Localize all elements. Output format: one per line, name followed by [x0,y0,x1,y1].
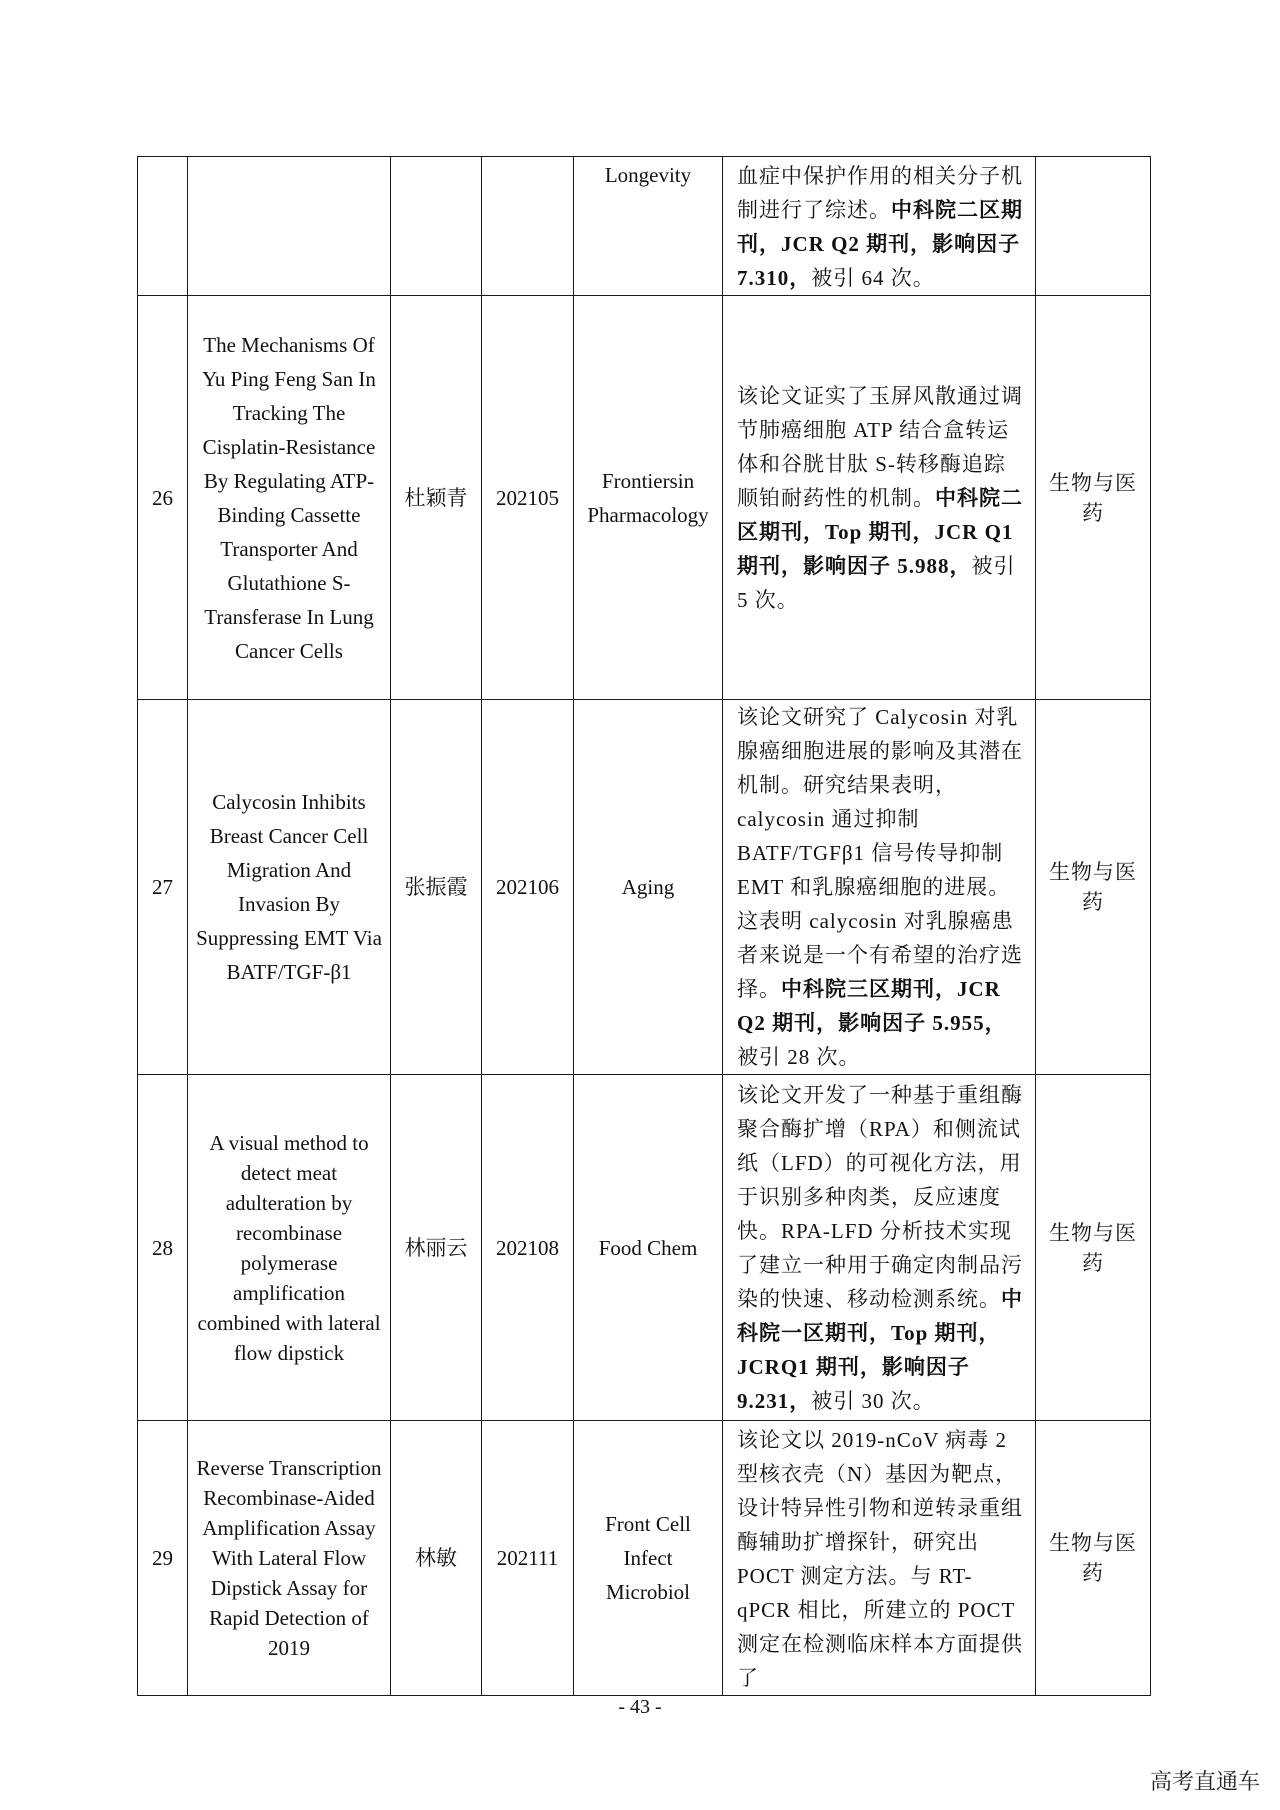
category: 生物与医药 [1036,1421,1151,1696]
paper-title: A visual method to detect meat adulteration by recombinase polymerase amplification combined with lateral flow dipstick [188,1075,391,1421]
category: 生物与医药 [1036,296,1151,700]
publish-date: 202108 [482,1075,574,1421]
category: 生物与医药 [1036,700,1151,1075]
category: 生物与医药 [1036,1075,1151,1421]
description-text: 该论文以 2019-nCoV 病毒 2 型核衣壳（N）基因为靶点，设计特异性引物和逆转录重组酶辅助扩增探针，研究出 POCT 测定方法。与 RT-qPCR 相比，所建立的 POCT 测定在检测临床样本方面提供了 [737,1428,1023,1690]
row-number: 28 [138,1075,188,1421]
publish-date: 202111 [482,1421,574,1696]
description-text: 该论文开发了一种基于重组酶聚合酶扩增（RPA）和侧流试纸（LFD）的可视化方法，用于识别多种肉类，反应速度快。RPA-LFD 分析技术实现了建立一种用于确定肉制品污染的快速、移动检测系统。 [737,1082,1023,1311]
paper-title: Calycosin Inhibits Breast Cancer Cell Migration And Invasion By Suppressing EMT Via BATF/TGF-β1 [188,700,391,1075]
publish-date: 202105 [482,296,574,700]
description-text: 该论文证实了玉屏风散通过调节肺癌细胞 ATP 结合盒转运体和谷胱甘肽 S-转移酶追踪顺铂耐药性的机制。 [737,383,1023,510]
paper-title: Reverse Transcription Recombinase-Aided Amplification Assay With Lateral Flow Dipstick Assay for Rapid Detection of 2019 [188,1421,391,1696]
journal: Food Chem [574,1075,723,1421]
paper-title [188,157,391,296]
publish-date [482,157,574,296]
description-citations: 被引 28 次。 [737,1045,861,1069]
table-row [138,700,1151,1075]
watermark: 高考直通车 [1149,1770,1260,1795]
paper-title: The Mechanisms Of Yu Ping Feng San In Tracking The Cisplatin-Resistance By Regulating ATP-Binding Cassette Transporter And Glutathione S-Transferase In Lung Cancer Cells [188,296,391,700]
author [391,157,482,296]
author: 杜颖青 [391,296,482,700]
description-highlight: 中科院三区期刊，JCR Q2 期刊，影响因子 5.955， [737,977,1007,1035]
description-text: 血症中保护作用的相关分子机制进行了综述。 [737,164,1023,222]
description-citations: 被引 5 次。 [737,553,1016,612]
journal: Frontiersin Pharmacology [574,296,723,700]
table-row [138,157,1151,296]
description-citations: 被引 64 次。 [811,266,935,290]
author: 张振霞 [391,700,482,1075]
description-text: 该论文研究了 Calycosin 对乳腺癌细胞进展的影响及其潜在机制。研究结果表明，calycosin 通过抑制 BATF/TGFβ1 信号传导抑制 EMT 和乳腺癌细胞的进展。这表明 calycosin 对乳腺癌患者来说是一个有希望的治疗选择。 [737,705,1023,1001]
description [723,1421,1036,1696]
journal: Longevity [574,157,723,296]
description [723,157,1036,296]
author: 林敏 [391,1421,482,1696]
table-row [138,1421,1151,1696]
table-row [138,1075,1151,1421]
author: 林丽云 [391,1075,482,1421]
journal: Front Cell Infect Microbiol [574,1421,723,1696]
page-number: - 43 - [618,1696,662,1718]
table-row [138,296,1151,700]
description-highlight: 中科院二区期刊，JCR Q2 期刊，影响因子 7.310， [737,198,1023,290]
description-citations: 被引 30 次。 [811,1388,935,1413]
row-number: 29 [138,1421,188,1696]
description [723,1075,1036,1421]
description [723,700,1036,1075]
category [1036,157,1151,296]
paper-table [137,156,1151,1696]
row-number: 26 [138,296,188,700]
publish-date: 202106 [482,700,574,1075]
journal: Aging [574,700,723,1075]
row-number [138,157,188,296]
row-number: 27 [138,700,188,1075]
description-highlight: 中科院一区期刊，Top 期刊，JCRQ1 期刊，影响因子 9.231， [737,1286,1023,1413]
description [723,296,1036,700]
description-highlight: 中科院二区期刊，Top 期刊，JCR Q1 期刊，影响因子 5.988， [737,485,1023,578]
